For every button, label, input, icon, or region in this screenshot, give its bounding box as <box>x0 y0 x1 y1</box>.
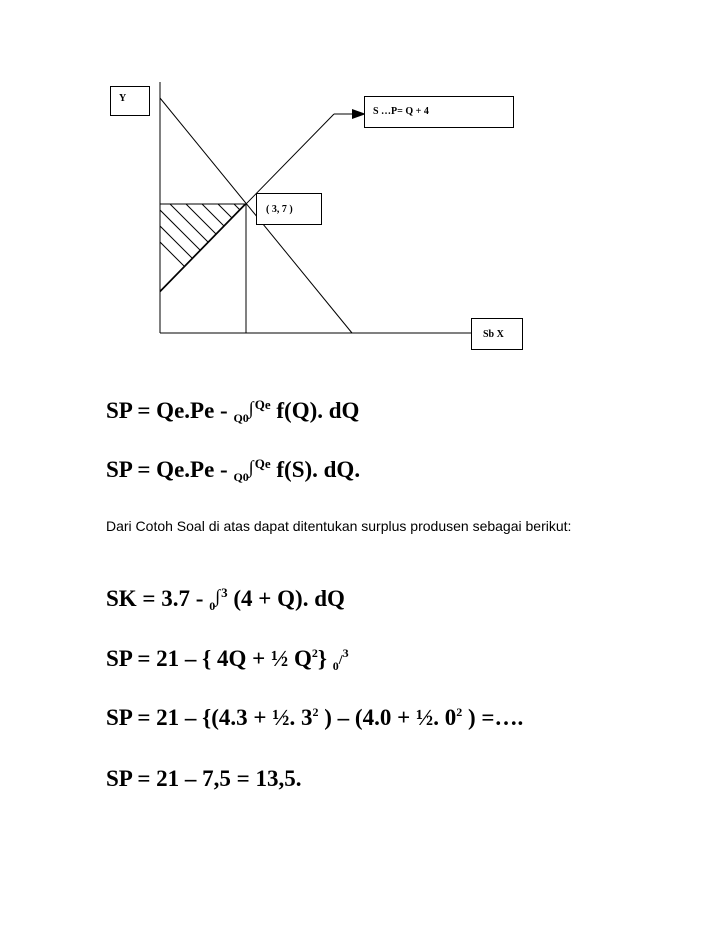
eq4-part2: } <box>317 646 333 671</box>
eq1-right: f(Q). dQ <box>270 398 360 423</box>
supply-demand-diagram <box>0 0 728 400</box>
eq3-lower-limit: 0 <box>209 599 216 613</box>
eq2-lower-limit: Q0 <box>233 470 249 484</box>
eq4-exponent: 2 <box>311 646 318 660</box>
eq1-left: SP = Qe.Pe - <box>106 398 234 423</box>
integral-icon: ∫ <box>248 398 254 418</box>
integral-icon: ∫ <box>215 586 221 606</box>
eq4-upper-limit: 3 <box>342 646 349 660</box>
eq3-right: (4 + Q). dQ <box>227 586 345 611</box>
equation-sp-sf <box>106 457 360 485</box>
supply-function-label: S …P= Q + 4 <box>364 96 514 128</box>
eq4-slash: / <box>338 653 343 668</box>
eq5-exponent-2: 2 <box>456 705 463 719</box>
explanation-paragraph: Dari Cotoh Soal di atas dapat ditentukan surplus produsen sebagai berikut: <box>106 518 572 534</box>
eq4-part1: SP = 21 – { 4Q + ½ Q <box>106 646 312 671</box>
y-axis-label: Y <box>110 86 150 116</box>
eq1-lower-limit: Q0 <box>233 411 249 425</box>
equation-sp-antiderivative <box>106 646 349 674</box>
eq5-exponent-1: 2 <box>312 705 319 719</box>
eq5-part1: SP = 21 – {(4.3 + ½. 3 <box>106 705 313 730</box>
equation-sp-substitution <box>106 705 523 731</box>
integral-icon: ∫ <box>248 457 254 477</box>
x-axis-label: Sb X <box>471 318 523 350</box>
equation-sk <box>106 586 345 614</box>
eq4-lower-limit: 0 <box>332 659 339 673</box>
eq2-upper-limit: Qe <box>254 456 271 471</box>
producer-surplus-outline <box>160 204 245 291</box>
eq3-left: SK = 3.7 - <box>106 586 210 611</box>
equation-sp-result: SP = 21 – 7,5 = 13,5. <box>106 766 302 791</box>
eq5-part3: ) =…. <box>462 705 524 730</box>
equation-sp-qf <box>106 398 359 426</box>
eq3-upper-limit: 3 <box>221 585 228 600</box>
eq5-part2: ) – (4.0 + ½. 0 <box>318 705 457 730</box>
eq2-right: f(S). dQ. <box>270 457 361 482</box>
eq1-upper-limit: Qe <box>254 397 271 412</box>
eq2-left: SP = Qe.Pe - <box>106 457 234 482</box>
equilibrium-label: ( 3, 7 ) <box>256 193 322 225</box>
